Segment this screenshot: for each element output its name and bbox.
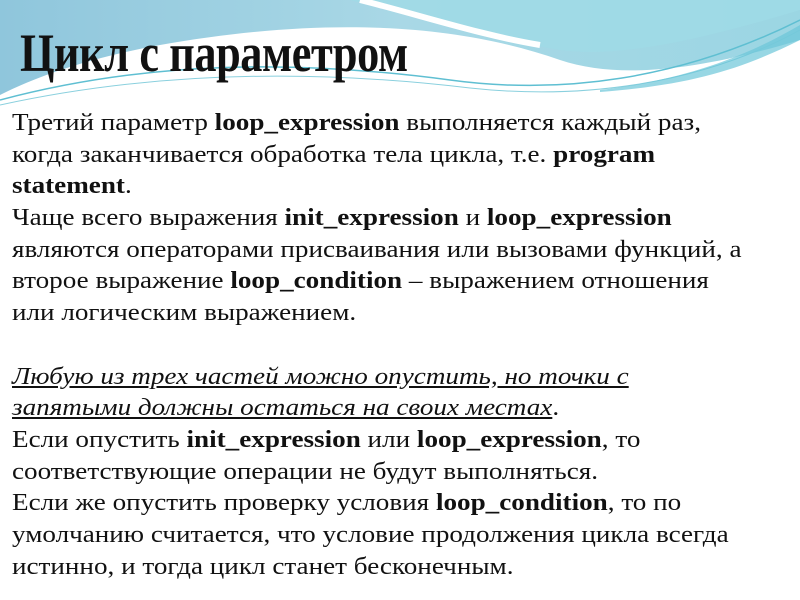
code-term: init_expression	[186, 426, 361, 453]
text-segment: Если же опустить проверку условия	[12, 490, 436, 517]
text-segment: соответствующие операции не будут выполняться.	[12, 458, 599, 485]
emphasized-text: запятыми должны остаться на своих местах	[12, 395, 553, 422]
text-line	[12, 298, 742, 330]
slide-title: Цикл с параметром	[20, 23, 408, 83]
text-segment: .	[552, 395, 560, 422]
text-segment: Третий параметр	[12, 110, 215, 136]
text-segment: или логическим выражением.	[12, 300, 357, 327]
text-segment: умолчанию считается, что условие продолжения цикла всегда	[12, 521, 729, 548]
text-line	[12, 171, 742, 203]
text-line	[12, 235, 742, 267]
text-segment: истинно, и тогда цикл станет бесконечным.	[12, 553, 514, 580]
text-line	[12, 330, 742, 362]
code-term: statement	[12, 173, 125, 200]
code-term: loop_condition	[435, 490, 608, 517]
code-term: init_expression	[284, 205, 459, 232]
text-line	[12, 140, 742, 172]
code-term: loop_expression	[416, 426, 602, 453]
text-segment: и	[458, 205, 487, 232]
text-segment: когда заканчивается обработка тела цикла, т.е.	[12, 141, 554, 168]
text-segment: , то по	[607, 490, 682, 517]
text-segment: Чаще всего выражения	[12, 205, 285, 232]
code-term: loop_expression	[486, 205, 672, 232]
code-term: loop_condition	[230, 268, 403, 295]
text-line	[12, 552, 742, 584]
text-segment: или	[360, 426, 417, 453]
text-line	[12, 488, 742, 520]
code-term: loop_expression	[214, 110, 400, 136]
text-line	[12, 393, 742, 425]
text-line	[12, 425, 742, 457]
text-segment: выполняется каждый раз,	[399, 110, 702, 136]
code-term: program	[553, 141, 656, 168]
text-line	[12, 108, 742, 140]
text-line	[12, 520, 742, 552]
text-segment: – выражением отношения	[402, 268, 709, 295]
text-line	[12, 203, 742, 235]
text-line	[12, 362, 742, 394]
text-line	[12, 266, 742, 298]
text-segment: , то	[601, 426, 641, 453]
text-segment: Если опустить	[12, 426, 187, 453]
text-segment: второе выражение	[12, 268, 231, 295]
emphasized-text: Любую из трех частей можно опустить, но точки с	[12, 363, 629, 390]
text-line	[12, 457, 742, 489]
slide-body	[12, 108, 742, 583]
text-segment: являются операторами присваивания или вызовами функций, а	[12, 236, 742, 263]
text-segment: .	[124, 173, 132, 200]
